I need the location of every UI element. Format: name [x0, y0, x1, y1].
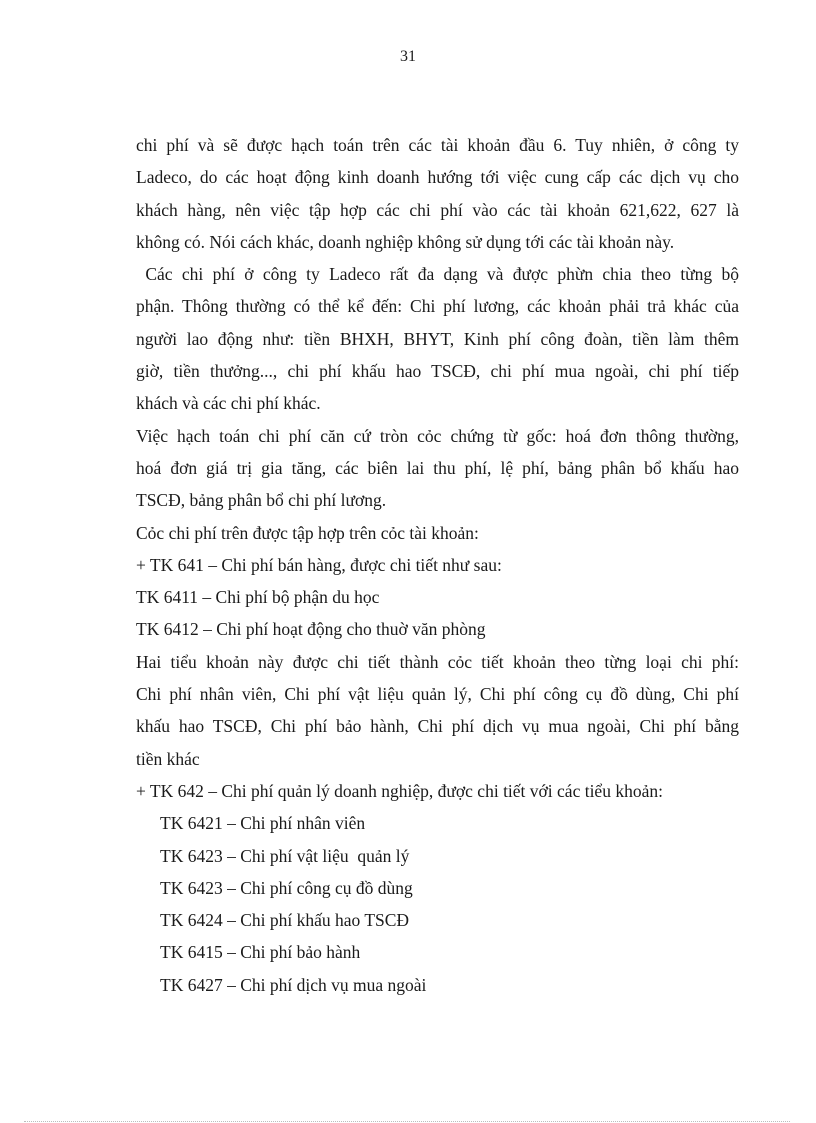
body-line: phận. Thông thường có thể kể đến: Chi phí lương, các khoản phải trả khác của [136, 296, 739, 317]
body-line: Các chi phí ở công ty Ladeco rất đa dạng và được phừn chia theo từng bộ [136, 264, 739, 285]
account-heading: + TK 642 – Chi phí quản lý doanh nghiệp, được chi tiết với các tiểu khoản: [136, 780, 663, 801]
body-line: khách hàng, nên việc tập hợp các chi phí vào các tài khoản 621,622, 627 là [136, 199, 739, 220]
page-bottom-divider [24, 1121, 790, 1122]
body-line: Việc hạch toán chi phí căn cứ tròn cỏc chứng từ gốc: hoá đơn thông thường, [136, 425, 739, 446]
account-item: TK 6411 – Chi phí bộ phận du học [136, 587, 380, 608]
body-line: TSCĐ, bảng phân bổ chi phí lương. [136, 490, 387, 511]
account-item: TK 6423 – Chi phí vật liệu quản lý [160, 845, 410, 866]
body-line: khấu hao TSCĐ, Chi phí bảo hành, Chi phí dịch vụ mua ngoài, Chi phí bằng [136, 716, 739, 737]
body-line: chi phí và sẽ được hạch toán trên các tài khoản đầu 6. Tuy nhiên, ở công ty [136, 135, 739, 155]
body-line: tiền khác [136, 748, 200, 769]
body-line: Hai tiểu khoản này được chi tiết thành cỏc tiết khoản theo từng loại chi phí: [136, 651, 739, 672]
account-item: TK 6412 – Chi phí hoạt động cho thuờ văn phòng [136, 619, 486, 640]
body-line: Cỏc chi phí trên được tập hợp trên cỏc tài khoản: [136, 522, 479, 543]
body-line: Ladeco, do các hoạt động kinh doanh hướng tới việc cung cấp các dịch vụ cho [136, 167, 739, 188]
body-line: người lao động như: tiền BHXH, BHYT, Kinh phí công đoàn, tiền làm thêm [136, 328, 739, 349]
page-number: 31 [400, 48, 416, 65]
account-item: TK 6423 – Chi phí công cụ đồ dùng [160, 877, 413, 898]
account-item: TK 6427 – Chi phí dịch vụ mua ngoài [160, 974, 427, 995]
account-item: TK 6421 – Chi phí nhân viên [160, 813, 366, 834]
account-item: TK 6415 – Chi phí bảo hành [160, 942, 361, 963]
body-line: Chi phí nhân viên, Chi phí vật liệu quản lý, Chi phí công cụ đồ dùng, Chi phí [136, 684, 739, 705]
account-heading: + TK 641 – Chi phí bán hàng, được chi tiết như sau: [136, 554, 502, 575]
body-line: giờ, tiền thưởng..., chi phí khấu hao TSCĐ, chi phí mua ngoài, chi phí tiếp [136, 361, 739, 382]
document-body [136, 129, 739, 1001]
body-line: hoá đơn giá trị gia tăng, các biên lai thu phí, lệ phí, bảng phân bổ khấu hao [136, 457, 739, 478]
account-item: TK 6424 – Chi phí khấu hao TSCĐ [160, 910, 410, 931]
body-line: không có. Nói cách khác, doanh nghiệp không sử dụng tới các tài khoản này. [136, 231, 675, 252]
body-line: khách và các chi phí khác. [136, 393, 321, 414]
